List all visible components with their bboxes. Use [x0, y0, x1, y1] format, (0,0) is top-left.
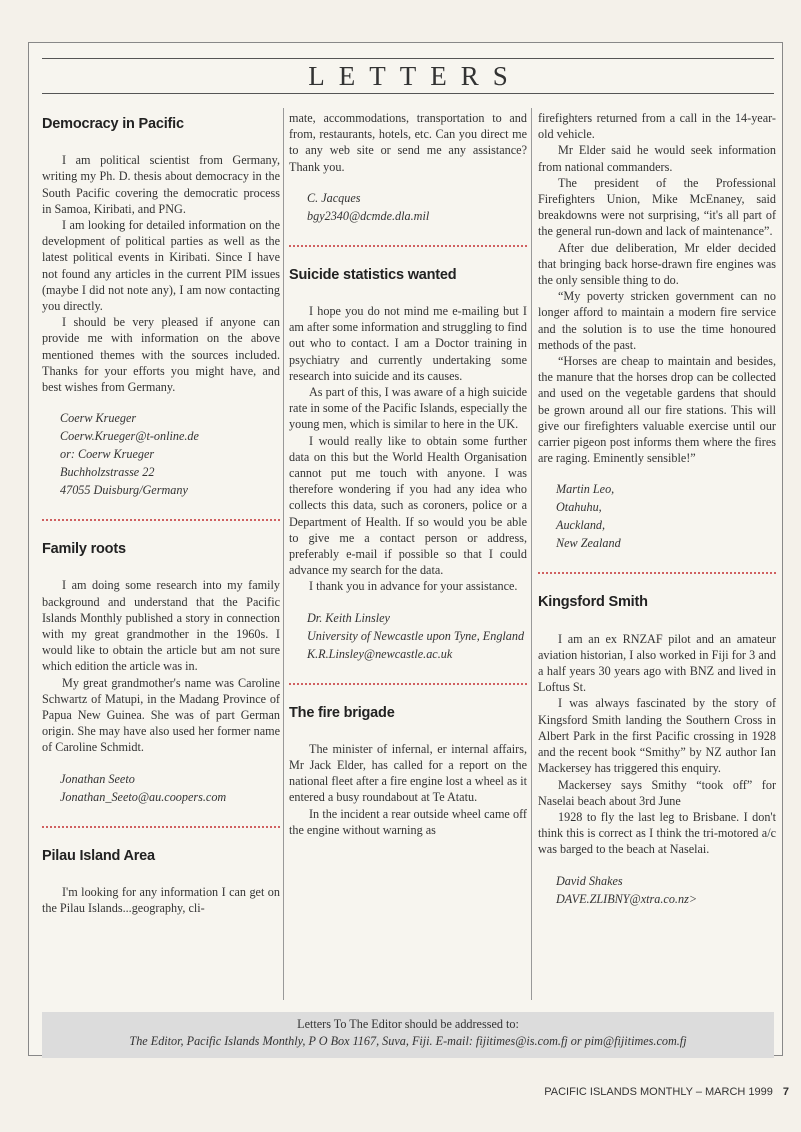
column-1 — [42, 110, 280, 1002]
signature-line: New Zealand — [556, 536, 621, 551]
dotted-separator — [42, 519, 280, 521]
dotted-separator — [538, 572, 776, 574]
column-divider — [283, 108, 284, 1000]
signature-line: or: Coerw Krueger — [60, 447, 155, 462]
paragraph: I am political scientist from Germany, writing my Ph. D. thesis about democracy in the South Pacific covering the democratic process in Samoa, Kiribati, and PNG. — [42, 153, 280, 216]
signature-line: Coerw Krueger — [60, 411, 137, 426]
signature-line: Otahuhu, — [556, 500, 602, 515]
paragraph: I am doing some research into my family background and understand that the Pacific Islands Monthly published a story in connection with my great grandmother in the 1960s. I would like to obtain the article but am not sure which edition the article was in. — [42, 578, 280, 674]
signature-line: University of Newcastle upon Tyne, England — [307, 628, 525, 643]
paragraph: In the incident a rear outside wheel came off the engine without warning as — [289, 806, 527, 837]
paragraph: Mackersey says Smithy “took off” for Naselai beach about 3rd June — [538, 777, 776, 808]
paragraph: I am an ex RNZAF pilot and an amateur aviation historian, I also worked in Fiji for 3 and a half years 30 years ago with BNZ and lived in Loftus St. — [538, 631, 776, 695]
masthead-title: LETTERS — [288, 61, 528, 91]
column-3 — [538, 110, 776, 1002]
signature-block — [556, 872, 776, 908]
signature-line: Buchholzstrasse 22 — [60, 465, 155, 480]
paragraph: mate, accommodations, transportation to and from, restaurants, hotels, etc. Can you direct me to any web site or send me any assistance? Thank you. — [289, 111, 527, 174]
signature-line: Dr. Keith Linsley — [307, 610, 390, 625]
editor-address-box — [42, 1012, 774, 1058]
editor-address: The Editor, Pacific Islands Monthly, P O Box 1167, Suva, Fiji. E-mail: fijitimes@is.com.fj or pim@fijitimes.com.fj — [129, 1034, 687, 1048]
letter-title-family-roots: Family roots — [42, 541, 126, 558]
signature-email[interactable]: Jonathan_Seeto@au.coopers.com — [60, 789, 227, 804]
paragraph: The president of the Professional Firefighters Union, Mike McEnaney, said breakdowns were not surprising, “it's all part of the general run-down and lack of maintenance”. — [538, 175, 776, 239]
paragraph: I thank you in advance for your assistance. — [309, 579, 518, 594]
signature-line: Martin Leo, — [556, 482, 615, 497]
signature-block — [307, 609, 527, 663]
letter-title-pilau: Pilau Island Area — [42, 847, 155, 864]
paragraph: As part of this, I was aware of a high suicide rate in some of the Pacific Islands, especially the young men, which is similar to here in the UK. — [289, 385, 527, 432]
signature-block — [556, 480, 776, 552]
signature-email[interactable]: K.R.Linsley@newcastle.ac.uk — [307, 646, 453, 661]
signature-email[interactable]: DAVE.ZLIBNY@xtra.co.nz> — [556, 891, 698, 906]
signature-block — [60, 409, 280, 499]
paragraph: I would really like to obtain some further data on this but the World Health Organisation cannot put me touch with anyone. I was therefore wondering if you had any idea who collects this data, such as coroners, police or a Department of Health. If so would you be able to give me a contact person or address, preferably e-mail if possible so that I could advance my search for the data. — [289, 433, 527, 578]
dotted-separator — [289, 245, 527, 247]
page-number: 7 — [782, 1086, 789, 1098]
paragraph: “Horses are cheap to maintain and besides, the manure that the horses drop can be collected and used on the vegetable gardens that should be grown around all our fire stations. This will give our firefighters valuable exercise until our carrier pigeon post informs them where the fires are raging. Eminently sensible!” — [538, 354, 776, 466]
signature-block — [307, 189, 527, 225]
paragraph: After due deliberation, Mr elder decided that bringing back horse-drawn fire engines was the only sensible thing to do. — [538, 240, 776, 288]
publication-issue: PACIFIC ISLANDS MONTHLY – MARCH 1999 — [544, 1086, 773, 1098]
page-footer — [544, 1086, 789, 1098]
signature-line: 47055 Duisburg/Germany — [60, 483, 188, 498]
paragraph: firefighters returned from a call in the 14-year-old vehicle. — [538, 111, 776, 142]
signature-line: David Shakes — [556, 873, 623, 888]
section-masthead — [42, 58, 774, 94]
paragraph: The minister of infernal, er internal affairs, Mr Jack Elder, has called for a report on the national fleet after a fire engine lost a wheel as it entered a busy roundabout at Te Atatu. — [289, 741, 527, 805]
paragraph: Mr Elder said he would seek information from national commanders. — [538, 143, 776, 174]
letter-title-fire-brigade: The fire brigade — [289, 704, 395, 721]
letter-title-suicide: Suicide statistics wanted — [289, 266, 457, 283]
paragraph: I am looking for detailed information on the development of political parties as well as the latest political events in Kiribati. Since I have not found any articles in the current PIM issues (maybe I did not note any), I am now contacting you directly. — [42, 218, 280, 314]
letter-title-democracy: Democracy in Pacific — [42, 116, 184, 132]
column-2 — [289, 110, 527, 1002]
signature-block — [60, 770, 280, 806]
address-heading: Letters To The Editor should be addressed to: — [297, 1017, 519, 1031]
signature-line: Auckland, — [556, 518, 606, 533]
paragraph: I should be very pleased if anyone can provide me with information on the above mentioned themes with the sources included. Thanks for your efforts you might have, and best wishes from Germany. — [42, 315, 280, 395]
dotted-separator — [289, 683, 527, 685]
paragraph: I'm looking for any information I can get on the Pilau Islands...geography, cli- — [42, 884, 280, 916]
signature-email[interactable]: bgy2340@dcmde.dla.mil — [307, 208, 430, 223]
signature-line: C. Jacques — [307, 190, 361, 205]
paragraph: “My poverty stricken government can no longer afford to maintain a modern fire service and the solution is to use the time honoured methods of the past. — [538, 289, 776, 352]
paragraph: I hope you do not mind me e-mailing but I am after some information and struggling to find out who to contact. I am a Doctor training in psychiatry and currently undertaking some research into suicide and its causes. — [289, 304, 527, 383]
paragraph: 1928 to fly the last leg to Brisbane. I don't think this is correct as I think the tri-motored a/c was barged to the beach at Naselai. — [538, 809, 776, 857]
signature-line: Jonathan Seeto — [60, 771, 135, 786]
paragraph: My great grandmother's name was Caroline Schwartz of Matupi, in the Madang Province of Papua New Guinea. She was of part German origin. She may have also used her former name of Caroline Schmidt. — [42, 675, 280, 755]
signature-email[interactable]: Coerw.Krueger@t-online.de — [60, 429, 199, 444]
dotted-separator — [42, 826, 280, 828]
paragraph: I was always fascinated by the story of Kingsford Smith landing the Southern Cross in Albert Park in the first Pacific crossing in 1928 and the recent book “Smithy” by NZ author Ian Mackersey has triggered this enquiry. — [538, 696, 776, 776]
letter-title-kingsford-smith: Kingsford Smith — [538, 594, 648, 611]
column-divider — [531, 108, 532, 1000]
